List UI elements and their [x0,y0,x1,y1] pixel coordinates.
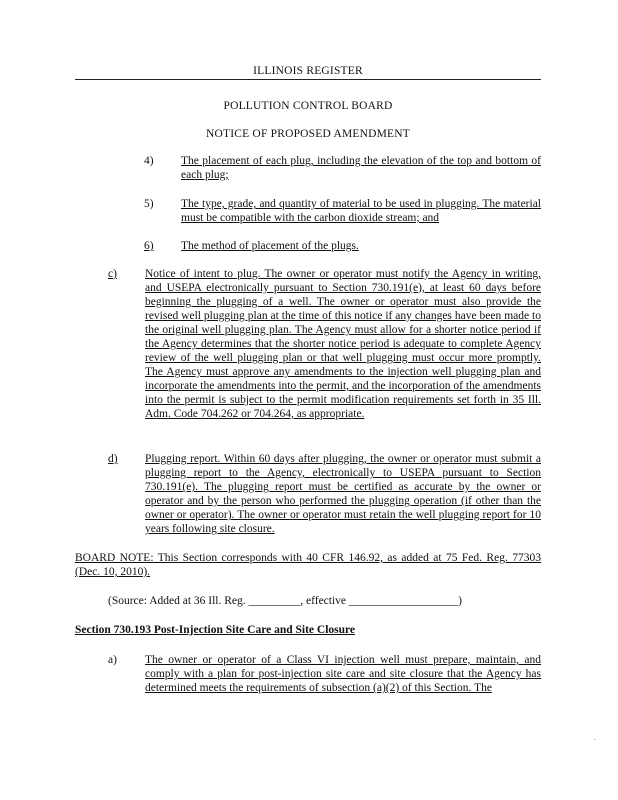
register-title: ILLINOIS REGISTER [253,65,363,77]
page-mark: . [594,734,596,742]
section-label-c: c) [108,268,117,280]
item-text-4: The placement of each plug, including the elevation of the top and bottom of each plug; [181,155,541,181]
board-name: POLLUTION CONTROL BOARD [223,100,393,112]
final-label-a: a) [108,654,117,666]
section-label-d: d) [108,453,118,465]
item-label-5: 5) [144,198,154,210]
section-text-c: Notice of intent to plug. The owner or operator must notify the Agency in writing, and USEPA electronically pursuant to Section 730.191(e), at least 60 days before beginning the plugging of a well. The owner or operator must also provide the revised well plugging plan at the time of this notice if any changes have been made to the original well plugging plan. The Agency must allow for a shorter notice period if the Agency determines that the shorter notice period is adequate to complete Agency review of the well plugging plan or that well plugging must occur more promptly. The Agency must approve any amendments to the injection well plugging plan and incorporate the amendments into the permit, and the incorporation of the amendments into the permit is subject to the permit modification requirements set forth in 35 Ill. Adm. Code 704.262 or 704.264, as appropriate. [145,268,541,420]
header-rule [75,79,541,80]
section-text-d: Plugging report. Within 60 days after plugging, the owner or operator must submit a plugging report to the Agency, electronically to USEPA pursuant to Section 730.191(e). The plugging report must be certified as accurate by the owner or operator and by the person who performed the plugging operation (if other than the owner or operator). The owner or operator must retain the well plugging report for 10 years following site closure. [145,453,541,535]
source-line: (Source: Added at 36 Ill. Reg. _________, effective ___________________) [108,595,462,607]
notice-title: NOTICE OF PROPOSED AMENDMENT [206,128,410,140]
item-text-6: The method of placement of the plugs. [181,240,359,252]
final-text-a: The owner or operator of a Class VI injection well must prepare, maintain, and comply with a plan for post-injection site care and site closure that the Agency has determined meets the requirements of subsection (a)(2) of this Section. The [145,654,541,694]
board-note: BOARD NOTE: This Section corresponds with 40 CFR 146.92, as added at 75 Fed. Reg. 77303 (Dec. 10, 2010). [75,552,541,578]
section-heading: Section 730.193 Post-Injection Site Care and Site Closure [75,624,356,636]
item-label-6: 6) [144,240,154,252]
item-label-4: 4) [144,155,154,167]
item-text-5: The type, grade, and quantity of material to be used in plugging. The material must be compatible with the carbon dioxide stream; and [181,198,541,224]
